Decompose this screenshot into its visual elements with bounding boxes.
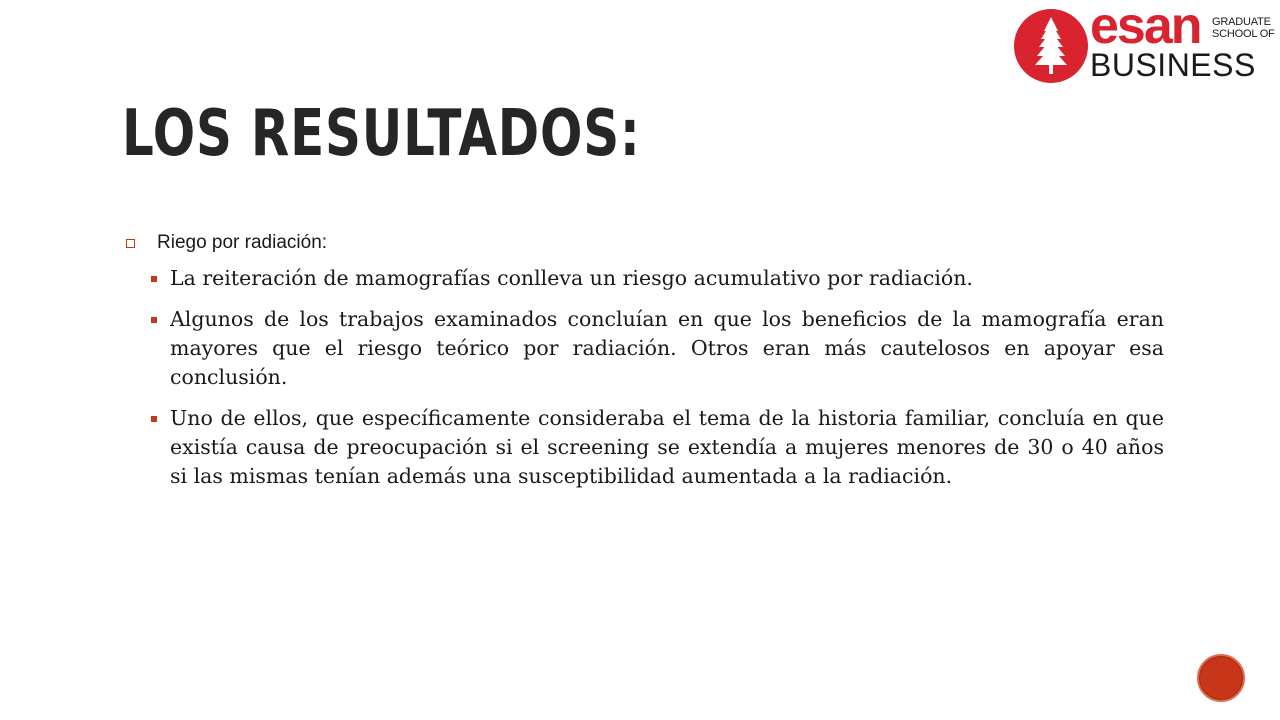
logo-tagline-line1: GRADUATE [1212, 16, 1271, 28]
section-heading-row [124, 228, 1164, 258]
square-bullet-icon [151, 317, 157, 323]
tree-logo-icon [1014, 9, 1088, 83]
logo-tagline-line2: SCHOOL OF [1212, 28, 1275, 40]
logo-business-text: BUSINESS [1090, 47, 1256, 83]
list-item-text: La reiteración de mamografías conlleva un riesgo acumulativo por radiación. [170, 266, 973, 290]
list-item-text: Uno de ellos, que específicamente consideraba el tema de la historia familiar, concluía en que existía causa de preocupación si el screening se extendía a mujeres menores de 30 o 40 años si las mismas tenían además una susceptibilidad aumentada a la radiación. [170, 406, 1164, 488]
square-bullet-icon [126, 239, 135, 248]
logo-brand-text: esan [1090, 0, 1201, 55]
list-item [124, 264, 1164, 293]
list-item-text: Algunos de los trabajos examinados concluían en que los beneficios de la mamografía eran mayores que el riesgo teórico por radiación. Otros eran más cautelosos en apoyar esa conclusión. [170, 307, 1164, 389]
slide-title: LOS RESULTADOS: [122, 97, 641, 171]
slide-content [124, 228, 1164, 503]
list-item [124, 305, 1164, 392]
esan-logo [1004, 0, 1280, 96]
square-bullet-icon [151, 276, 157, 282]
list-item [124, 404, 1164, 491]
next-slide-button[interactable] [1197, 654, 1245, 702]
logo-tagline [1212, 16, 1275, 40]
section-heading: Riego por radiación: [157, 232, 328, 253]
square-bullet-icon [151, 416, 157, 422]
